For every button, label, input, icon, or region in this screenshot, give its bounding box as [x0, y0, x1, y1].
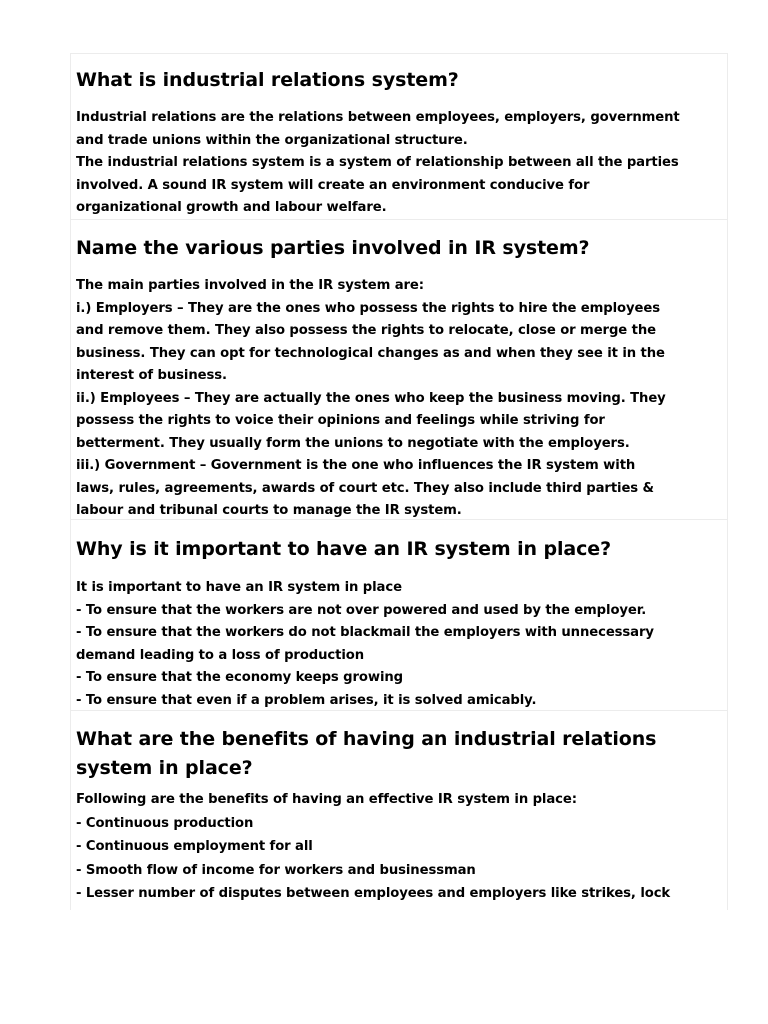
- body-line: laws, rules, agreements, awards of court etc. They also include third parties &: [76, 480, 654, 496]
- body-line: betterment. They usually form the unions to negotiate with the employers.: [76, 435, 630, 451]
- body-line: - Continuous production: [76, 815, 254, 831]
- body-line: possess the rights to voice their opinions and feelings while striving for: [76, 413, 605, 428]
- body-line: i.) Employers – They are the ones who possess the rights to hire the employees: [76, 300, 660, 316]
- body-line: Industrial relations are the relations between employees, employers, government: [76, 110, 680, 125]
- body-line: ii.) Employees – They are actually the ones who keep the business moving. They: [76, 390, 666, 406]
- body-line: and trade unions within the organizational structure.: [76, 132, 468, 148]
- body-line: The industrial relations system is a system of relationship between all the parties: [76, 155, 679, 170]
- body-line: interest of business.: [76, 368, 227, 383]
- body-line: - To ensure that the workers are not over powered and used by the employer.: [76, 602, 647, 618]
- body-line: - Smooth flow of income for workers and businessman: [76, 862, 476, 878]
- document-page: [70, 53, 728, 910]
- body-line: labour and tribunal courts to manage the IR system.: [76, 503, 462, 518]
- body-line: - To ensure that the economy keeps growing: [76, 670, 403, 685]
- body-line: iii.) Government – Government is the one who influences the IR system with: [76, 458, 636, 473]
- body-line: - To ensure that even if a problem arises, it is solved amicably.: [76, 692, 537, 708]
- body-line: business. They can opt for technological changes as and when they see it in the: [76, 345, 665, 361]
- heading-line: system in place?: [76, 757, 253, 779]
- faq-section-parties-involved: [70, 220, 728, 520]
- body-line: - Lesser number of disputes between employees and employers like strikes, lock: [76, 886, 671, 901]
- body-line: demand leading to a loss of production: [76, 647, 365, 663]
- faq-section-importance-of-ir-system: [70, 520, 728, 711]
- body-line: involved. A sound IR system will create an environment conducive for: [76, 177, 590, 193]
- body-line: organizational growth and labour welfare.: [76, 200, 387, 215]
- section-heading: Name the various parties involved in IR system?: [76, 237, 590, 259]
- body-line: The main parties involved in the IR system are:: [76, 278, 424, 293]
- body-line: Following are the benefits of having an effective IR system in place:: [76, 792, 577, 807]
- body-line: - Continuous employment for all: [76, 839, 313, 854]
- section-heading: Why is it important to have an IR system in place?: [76, 538, 611, 560]
- section-heading: [76, 725, 720, 783]
- faq-section-benefits-of-ir-system: [70, 711, 728, 910]
- body-line: It is important to have an IR system in place: [76, 580, 402, 595]
- body-line: - To ensure that the workers do not blackmail the employers with unnecessary: [76, 625, 654, 640]
- heading-line: What are the benefits of having an industrial relations: [76, 728, 657, 750]
- faq-section-industrial-relations-system: [70, 53, 728, 220]
- section-heading: What is industrial relations system?: [76, 69, 459, 91]
- body-line: and remove them. They also possess the rights to relocate, close or merge the: [76, 323, 656, 338]
